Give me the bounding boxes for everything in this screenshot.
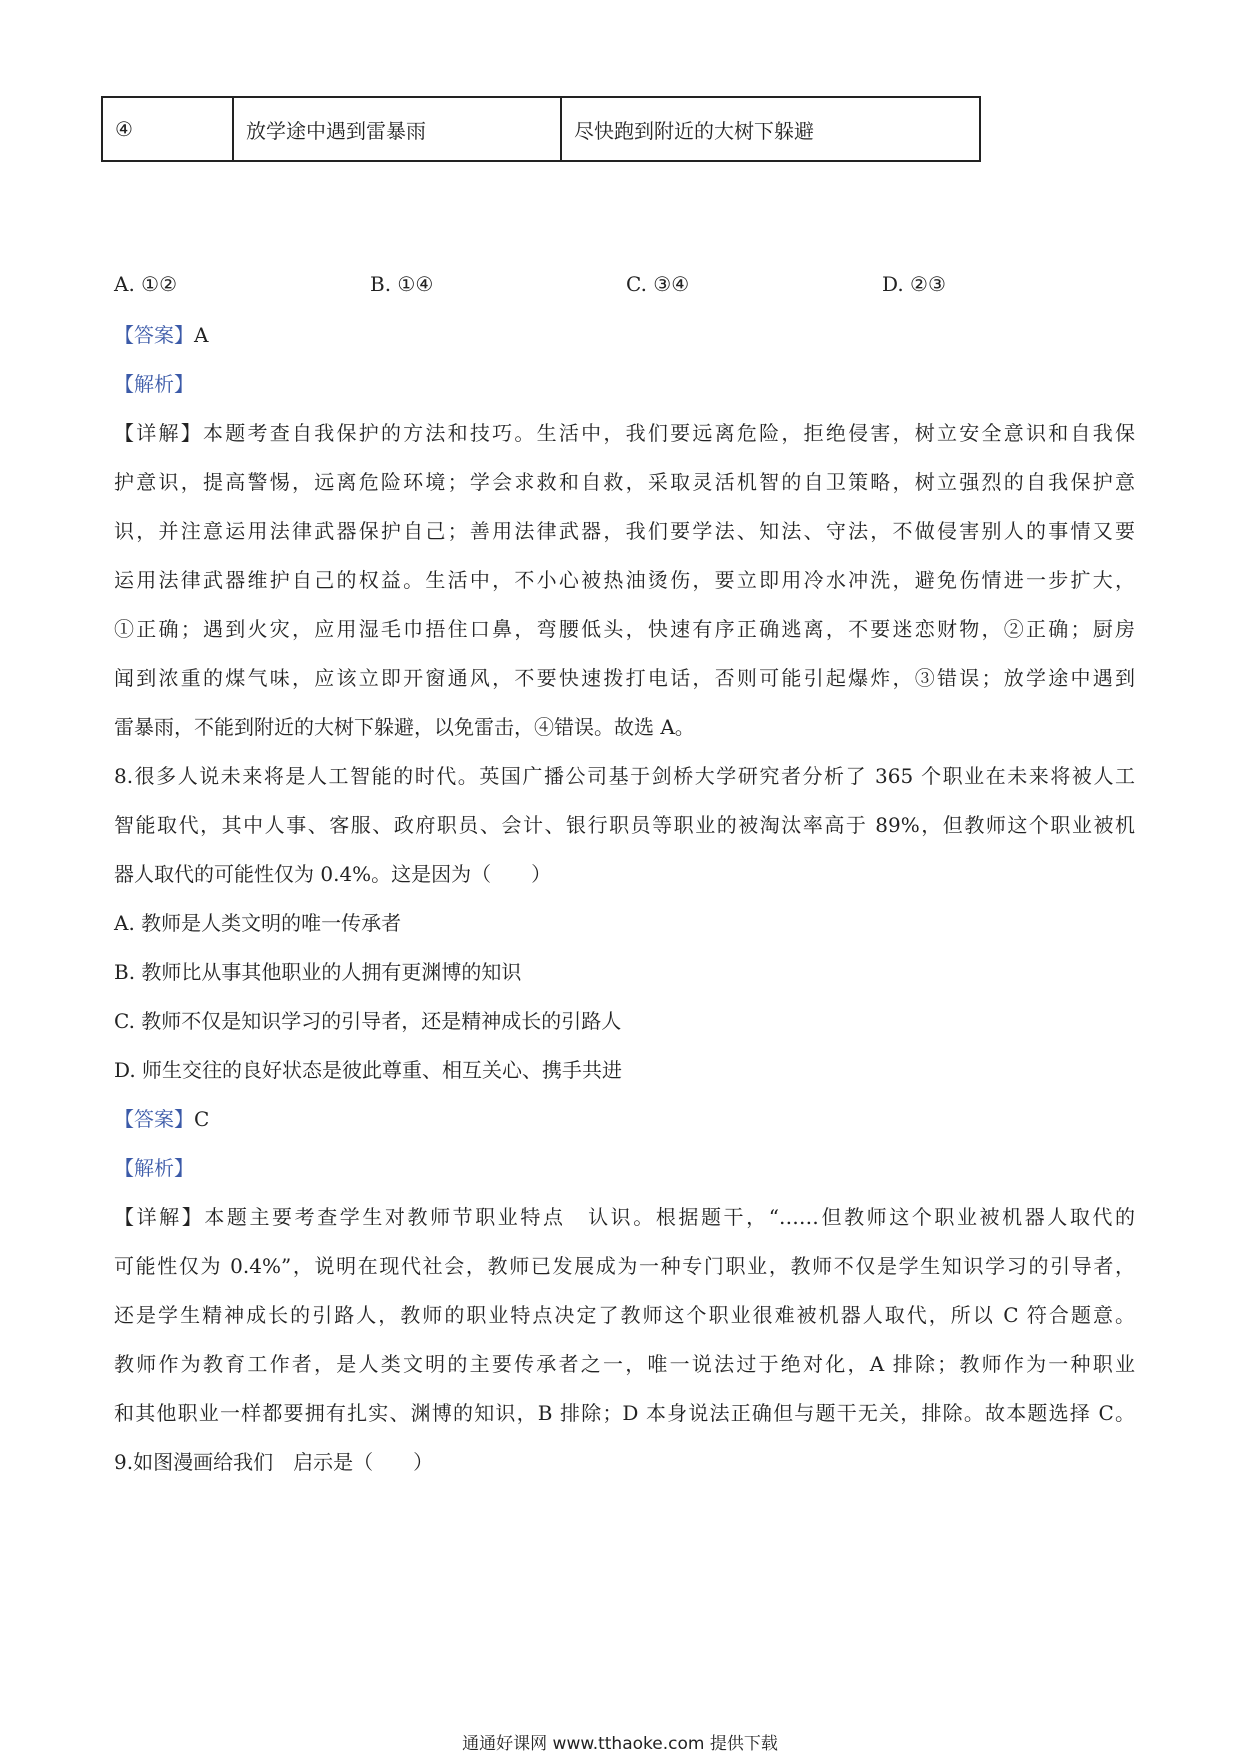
q8-option-c: C. 教师不仅是知识学习的引导者，还是精神成长的引路人 bbox=[114, 1009, 622, 1033]
row-number: ④ bbox=[102, 97, 233, 161]
q8-option-a: A. 教师是人类文明的唯一传承者 bbox=[114, 911, 402, 935]
q7-detail-line: 识，并注意运用法律武器保护自己；善用法律武器，我们要学法、知法、守法，不做侵害别人的事情又要 bbox=[114, 519, 1135, 543]
answer-value: A bbox=[194, 323, 209, 347]
q8-stem-line: 智能取代，其中人事、客服、政府职员、会计、银行职员等职业的被淘汰率高于 89%，但教师这个职业被机 bbox=[114, 813, 1135, 837]
answer-tag: 【答案】 bbox=[114, 1107, 194, 1131]
q7-answer bbox=[114, 321, 208, 349]
response-cell: 尽快跑到附近的大树下躲避 bbox=[561, 97, 980, 161]
detail-tag: 【详解】 bbox=[114, 1205, 205, 1229]
detail-tag: 【详解】 bbox=[114, 421, 203, 445]
q8-option-d: D. 师生交往的良好状态是彼此尊重、相互关心、携手共进 bbox=[114, 1058, 623, 1082]
footer-text: 通通好课网 www.tthaoke.com 提供下载 bbox=[462, 1734, 778, 1754]
q7-option-c: C. ③④ bbox=[626, 272, 690, 296]
q8-detail-line: 教师作为教育工作者，是人类文明的主要传承者之一，唯一说法过于绝对化，A 排除；教师作为一种职业 bbox=[114, 1352, 1135, 1376]
q8-detail-line: 和其他职业一样都要拥有扎实、渊博的知识，B 排除；D 本身说法正确但与题干无关，排除。故本题选择 C。 bbox=[114, 1401, 1135, 1425]
q8-analysis-tag: 【解析】 bbox=[114, 1156, 194, 1180]
q8-detail-line bbox=[114, 1203, 1135, 1231]
q8-detail-line: 可能性仅为 0.4%”，说明在现代社会，教师已发展成为一种专门职业，教师不仅是学生知识学习的引导者， bbox=[114, 1254, 1135, 1278]
detail-text: 本题主要考查学生对教师节职业特点 认识。根据题干，“……但教师这个职业被机器人取代的 bbox=[204, 1205, 1135, 1229]
q8-stem-line: 器人取代的可能性仅为 0.4%。这是因为（ ） bbox=[114, 862, 552, 886]
q8-stem-line: 8.很多人说未来将是人工智能的时代。英国广播公司基于剑桥大学研究者分析了 365 个职业在未来将被人工 bbox=[114, 764, 1135, 788]
q7-detail-line bbox=[114, 419, 1135, 447]
situation-cell: 放学途中遇到雷暴雨 bbox=[233, 97, 561, 161]
answer-value: C bbox=[194, 1107, 210, 1131]
q7-analysis-tag: 【解析】 bbox=[114, 372, 194, 396]
q8-answer bbox=[114, 1105, 209, 1133]
q7-option-a: A. ①② bbox=[114, 272, 178, 296]
q9-stem: 9.如图漫画给我们 启示是（ ） bbox=[114, 1450, 434, 1474]
option-table bbox=[101, 96, 981, 162]
q7-option-b: B. ①④ bbox=[370, 272, 434, 296]
answer-tag: 【答案】 bbox=[114, 323, 194, 347]
q7-detail-line: 运用法律武器维护自己的权益。生活中，不小心被热油烫伤，要立即用冷水冲洗，避免伤情进一步扩大， bbox=[114, 568, 1135, 592]
q8-option-b: B. 教师比从事其他职业的人拥有更渊博的知识 bbox=[114, 960, 522, 984]
detail-text: 本题考查自我保护的方法和技巧。生活中，我们要远离危险，拒绝侵害，树立安全意识和自我保 bbox=[202, 421, 1136, 445]
q7-detail-line: 雷暴雨，不能到附近的大树下躲避，以免雷击，④错误。故选 A。 bbox=[114, 715, 695, 739]
q7-detail-line: 闻到浓重的煤气味，应该立即开窗通风，不要快速拨打电话，否则可能引起爆炸，③错误；放学途中遇到 bbox=[114, 666, 1135, 690]
q7-detail-line: 护意识，提高警惕，远离危险环境；学会求救和自救，采取灵活机智的自卫策略，树立强烈的自我保护意 bbox=[114, 470, 1135, 494]
table-row bbox=[102, 97, 980, 161]
q7-detail-line: ①正确；遇到火灾，应用湿毛巾捂住口鼻，弯腰低头，快速有序正确逃离，不要迷恋财物，②正确；厨房 bbox=[114, 617, 1135, 641]
q8-detail-line: 还是学生精神成长的引路人，教师的职业特点决定了教师这个职业很难被机器人取代，所以 C 符合题意。 bbox=[114, 1303, 1135, 1327]
q7-option-d: D. ②③ bbox=[882, 272, 946, 296]
